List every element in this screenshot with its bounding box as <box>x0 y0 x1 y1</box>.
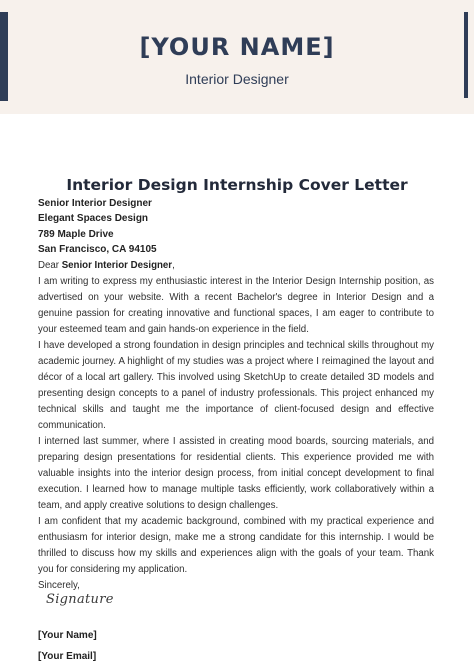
handwritten-signature: Signature <box>46 592 114 607</box>
paragraph-education: I have developed a strong foundation in design principles and technical skills throughout my academic journey. A highlight of my studies was a project where I reimagined the layout and décor of a local art gallery. This involved using SketchUp to create detailed 3D models and presenting design concepts to a panel of industry professionals. This project enhanced my technical skills and taught me the importance of client-focused design and effective communication. <box>38 340 434 431</box>
paragraph-experience: I interned last summer, where I assisted in creating mood boards, sourcing materials, and preparing design presentations for residential clients. This experience provided me with valuable insights into the interior design process, from initial concept development to final execution. I learned how to manage multiple tasks efficiently, work collaboratively within a team, and apply creative solutions to design challenges. <box>38 436 434 511</box>
paragraph-intro: I am writing to express my enthusiastic interest in the Interior Design Internship position, as advertised on your website. With a recent Bachelor's degree in Interior Design and a genuine passion for creating innovative and functional spaces, I am eager to contribute to your esteemed team and gain hands-on experience in the field. <box>38 276 434 335</box>
recipient-city: San Francisco, CA 94105 <box>38 244 157 255</box>
footer-email: [Your Email] <box>38 651 97 662</box>
recipient-title: Senior Interior Designer <box>38 198 152 209</box>
footer-name: [Your Name] <box>38 630 97 641</box>
recipient-company: Elegant Spaces Design <box>38 213 149 224</box>
applicant-name: [YOUR NAME] <box>139 33 335 61</box>
letter-header <box>0 0 474 114</box>
paragraph-closing: I am confident that my academic background, combined with my practical experience and enthusiasm for interior design, make me a strong candidate for this internship. I would be thrilled to discuss how my skills and experiences align with the goals of your team. Thank you for considering my application. <box>38 516 434 575</box>
salutation-suffix: , <box>172 260 175 271</box>
recipient-street: 789 Maple Drive <box>38 229 114 240</box>
letter-title: Interior Design Internship Cover Letter <box>66 176 408 194</box>
applicant-role: Interior Designer <box>185 71 289 87</box>
salutation-prefix: Dear <box>38 260 62 271</box>
salutation-name: Senior Interior Designer <box>61 260 173 271</box>
letter-body <box>38 258 434 594</box>
closing-phrase: Sincerely, <box>38 580 80 591</box>
salutation <box>38 258 434 274</box>
